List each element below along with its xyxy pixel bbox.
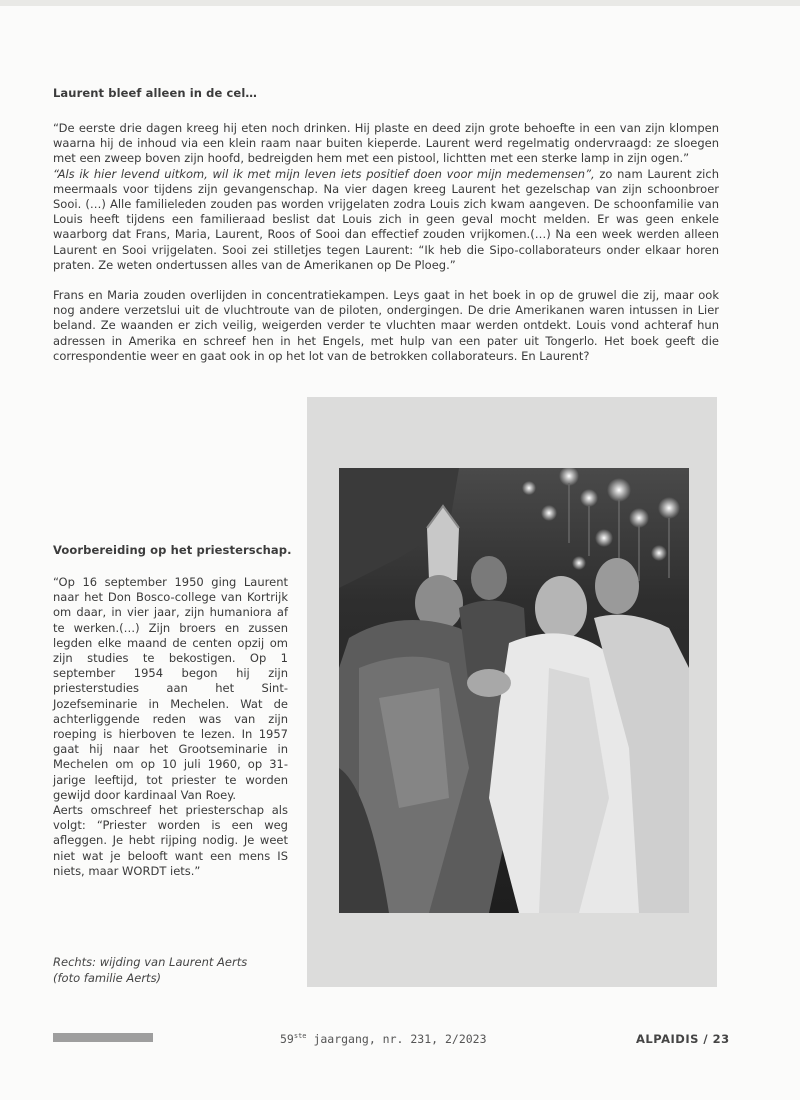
ordination-photo-illustration [339, 468, 689, 913]
footer-bar [53, 1033, 153, 1042]
section-heading-priesterschap: Voorbereiding op het priesterschap. [53, 543, 292, 557]
footer-magazine-page: ALPAIDIS / 23 [636, 1032, 730, 1046]
caption-line-2: (foto familie Aerts) [53, 971, 162, 985]
paragraph-gevangenschap-text: zo nam Laurent zich meermaals voor tijdens zijn gevangenschap. Na vier dagen kreeg Laurent het gezelschap van zijn schoonbroer Sooi. (…) Alle familieleden zouden pas worden vrijgelaten zodra Louis zich kwam aangeven. De schoonfamilie van Louis heeft tijdens een familieraad beslist dat Louis zich in geen geval mocht melden. Er was geen enkele waarborg dat Frans, Maria, Laurent, Roos of Sooi dan effectief zouden vrijkomen.(…) Na een week werden alleen Laurent en Sooi vrijgelaten. Sooi zei stilletjes tegen Laurent: “Ik heb die Sipo-collaborateurs onder elkaar horen praten. Ze weten ondertussen alles van de Amerikanen op De Ploeg.” [53, 166, 719, 272]
paragraph-gevangenschap [53, 167, 719, 273]
photo-caption [53, 954, 247, 986]
section-heading-cel: Laurent bleef alleen in de cel… [53, 86, 257, 100]
issue-details: jaargang, nr. 231, 2/2023 [306, 1032, 487, 1046]
page-top-edge [0, 0, 800, 6]
footer-issue [280, 1032, 487, 1046]
issue-number: 59 [280, 1032, 294, 1046]
paragraph-priesterstudies: “Op 16 september 1950 ging Laurent naar het Don Bosco-college van Kortrijk om daar, in vier jaar, zijn humaniora af te werken.(…) Zijn broers en zussen legden elke maand de centen opzij om zijn studies te bekostigen. Op 1 september 1954 begon hij zijn priesterstudies aan het Sint-Jozefseminarie in Mechelen. Wat de achterliggende reden was van zijn roeping is hierboven te lezen. In 1957 gaat hij naar het Grootseminarie in Mechelen om op 10 juli 1960, op 31-jarige leeftijd, tot priester te worden gewijd door kardinaal Van Roey. [53, 575, 288, 802]
article-body-top [53, 121, 719, 364]
paragraph-concentratiekampen: Frans en Maria zouden overlijden in concentratiekampen. Leys gaat in het boek in op de gruwel die zij, maar ook nog andere verzetslui uit de vluchtroute van de piloten, ondergingen. De drie Amerikanen waren intussen in Lier beland. Ze waanden er zich veilig, weigerden verder te vluchten maar werden ontdekt. Louis vond achteraf hun adressen in Amerika en schreef hen in het Engels, met hulp van een pater uit Tongerlo. Het boek geeft die correspondentie weer en gaat ook in op het lot van de betrokken collaborateurs. En Laurent? [53, 288, 719, 363]
article-body-priesterschap [53, 575, 288, 879]
issue-suffix: ste [293, 1032, 307, 1041]
paragraph-omschrijving: Aerts omschreef het priesterschap als volgt: “Priester worden is een weg afleggen. Je hebt rijping nodig. Je weet niet wat je belooft want een mens IS niets, maar WORDT iets.” [53, 803, 288, 878]
ordination-photo [339, 468, 689, 913]
italic-quote: “Als ik hier levend uitkom, wil ik met mijn leven iets positief doen voor mijn medemensen”, [53, 166, 595, 181]
caption-line-1: Rechts: wijding van Laurent Aerts [53, 955, 248, 969]
paragraph-quote-cel: “De eerste drie dagen kreeg hij eten noch drinken. Hij plaste en deed zijn grote behoefte in een van zijn klompen waarna hij de inhoud via een klein raam naar buiten kieperde. Laurent werd regelmatig ondervraagd: ze sloegen met een zweep boven zijn hoofd, bedreigden hem met een pistool, lichtten met een sterke lamp in zijn ogen.” [53, 121, 719, 166]
